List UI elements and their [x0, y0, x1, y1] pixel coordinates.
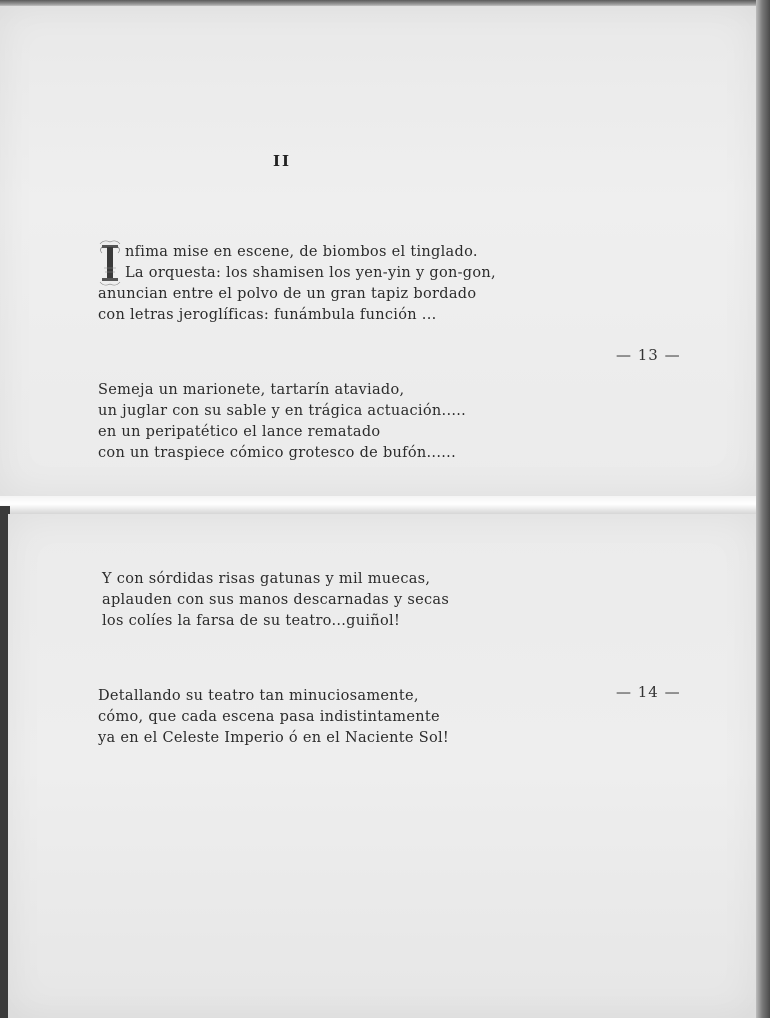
stanza-13-1 — [125, 242, 496, 284]
stanza-13-2 — [98, 380, 466, 464]
verse-line: Semeja un marionete, tartarín ataviado, — [98, 382, 405, 398]
verse-line: con letras jeroglíficas: funámbula función ... — [98, 307, 437, 323]
page-number-14: — 14 — — [616, 683, 681, 701]
verse-line: nfima mise en escene, de biombos el tinglado. — [125, 244, 478, 260]
verse-line: cómo, que cada escena pasa indistintamente — [98, 709, 440, 725]
decorative-drop-cap — [96, 238, 124, 288]
verse-line: aplauden con sus manos descarnadas y secas — [102, 592, 450, 608]
section-heading: II — [273, 152, 292, 170]
book-gutter — [0, 496, 756, 514]
verse-line: con un traspiece cómico grotesco de bufón...... — [98, 445, 456, 461]
verse-line: La orquesta: los shamisen los yen-yin y gon-gon, — [125, 265, 496, 281]
verse-line: un juglar con su sable y en trágica actuación..... — [98, 403, 467, 419]
verse-line: en un peripatético el lance rematado — [98, 424, 381, 440]
verse-line: los colíes la farsa de su teatro...guiñol! — [102, 613, 401, 629]
verse-line: ya en el Celeste Imperio ó en el Naciente Sol! — [98, 730, 450, 746]
stanza-13-1-cont — [98, 284, 476, 326]
verse-line: Y con sórdidas risas gatunas y mil muecas, — [102, 571, 431, 587]
stanza-14-2 — [98, 686, 449, 749]
verse-line: Detallando su teatro tan minuciosamente, — [98, 688, 419, 704]
page-number-13: — 13 — — [616, 346, 681, 364]
stanza-14-1 — [102, 569, 449, 632]
book-right-edge — [756, 0, 770, 1018]
verse-line: anuncian entre el polvo de un gran tapiz bordado — [98, 286, 477, 302]
